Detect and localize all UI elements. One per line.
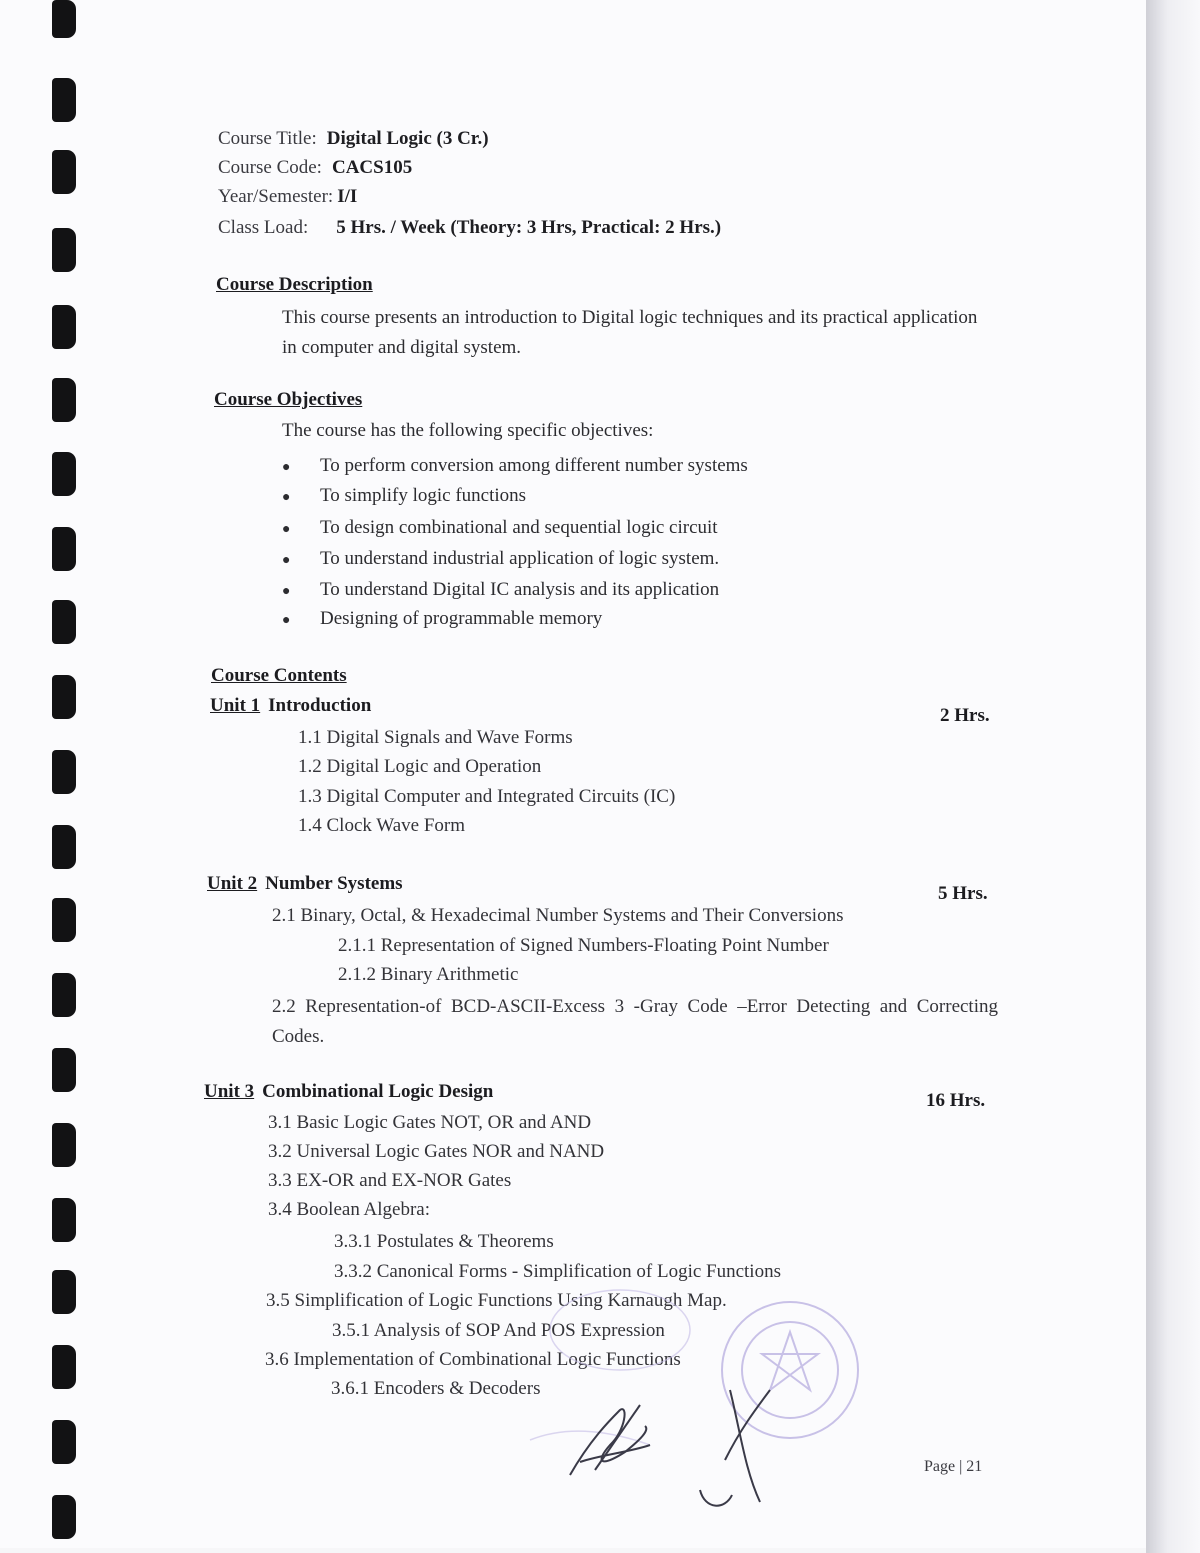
unit3-subtopic: 3.3.2 Canonical Forms - Simplification of Logic Functions — [334, 1261, 781, 1282]
objectives-intro: The course has the following specific objectives: — [282, 420, 654, 441]
objective-item — [282, 485, 526, 507]
unit2-heading — [207, 873, 403, 895]
unit1-hours: 2 Hrs. — [940, 705, 990, 726]
year-semester-value: I/I — [337, 186, 358, 207]
unit3-topic: 3.3 EX-OR and EX-NOR Gates — [268, 1170, 512, 1191]
unit2-title: Number Systems — [265, 873, 403, 894]
stamp-seal — [722, 1302, 858, 1438]
unit1-topic: 1.2 Digital Logic and Operation — [298, 756, 542, 777]
class-load-value: 5 Hrs. / Week (Theory: 3 Hrs, Practical: 2 Hrs.) — [336, 217, 722, 238]
course-title-label: Course Title: — [218, 128, 317, 149]
unit3-topic: 3.4 Boolean Algebra: — [268, 1199, 430, 1220]
unit2-subtopic: 2.1.2 Binary Arithmetic — [338, 964, 519, 985]
unit1-title: Introduction — [268, 695, 372, 716]
course-objectives-heading: Course Objectives — [214, 389, 363, 410]
unit3-hours: 16 Hrs. — [926, 1090, 986, 1111]
bullet-icon: ● — [282, 553, 291, 568]
objective-item — [282, 579, 719, 601]
unit1-topic: 1.3 Digital Computer and Integrated Circuits (IC) — [298, 786, 676, 807]
course-description-text: This course presents an introduction to Digital logic techniques and its practical application in computer and digital system. — [282, 307, 978, 358]
unit2-subtopic: 2.1.1 Representation of Signed Numbers-Floating Point Number — [338, 935, 829, 956]
objective-text: To simplify logic functions — [320, 485, 527, 506]
unit1-topic: 1.4 Clock Wave Form — [298, 815, 465, 836]
objective-text: Designing of programmable memory — [320, 608, 603, 629]
unit1-heading — [210, 695, 371, 717]
objective-item — [282, 455, 748, 477]
signature-left — [570, 1405, 650, 1475]
unit3-heading — [204, 1081, 493, 1103]
unit3-title: Combinational Logic Design — [262, 1081, 494, 1102]
page-edge-shadow — [1146, 0, 1200, 1553]
course-title-line — [218, 128, 489, 150]
unit3-subtopic: 3.3.1 Postulates & Theorems — [334, 1231, 554, 1252]
objective-item — [282, 548, 719, 570]
bullet-icon: ● — [282, 490, 291, 505]
unit2-topic-text: 2.2 Representation-of BCD-ASCII-Excess 3 -Gray Code –Error Detecting and Correcting Codes. — [272, 996, 998, 1047]
objective-text: To design combinational and sequential logic circuit — [320, 517, 718, 538]
unit3-label: Unit 3 — [204, 1081, 255, 1102]
course-code-line — [218, 157, 412, 179]
year-semester-label: Year/Semester: — [218, 186, 334, 207]
approval-stamp-and-signatures — [500, 1240, 880, 1520]
unit1-topic: 1.1 Digital Signals and Wave Forms — [298, 727, 573, 748]
unit3-topic: 3.5 Simplification of Logic Functions Using Karnaugh Map. — [266, 1290, 727, 1311]
unit2-topic: 2.1 Binary, Octal, & Hexadecimal Number Systems and Their Conversions — [272, 905, 844, 926]
objective-text: To perform conversion among different number systems — [320, 455, 748, 476]
course-code-label: Course Code: — [218, 157, 322, 178]
unit3-topic: 3.6 Implementation of Combinational Logic Functions — [265, 1349, 681, 1370]
page-number: Page | 21 — [924, 1458, 983, 1475]
objective-text: To understand Digital IC analysis and its application — [320, 579, 720, 600]
objective-text: To understand industrial application of logic system. — [320, 548, 720, 569]
unit1-label: Unit 1 — [210, 695, 261, 716]
course-description-heading: Course Description — [216, 274, 373, 295]
course-code-value: CACS105 — [331, 157, 413, 178]
unit2-hours: 5 Hrs. — [938, 883, 988, 904]
unit2-topic — [272, 992, 998, 1052]
course-title-value: Digital Logic (3 Cr.) — [326, 128, 489, 149]
class-load-line — [218, 217, 721, 239]
bullet-icon: ● — [282, 460, 291, 475]
objective-item — [282, 608, 602, 630]
unit2-label: Unit 2 — [207, 873, 258, 894]
unit3-topic: 3.1 Basic Logic Gates NOT, OR and AND — [268, 1112, 592, 1133]
unit3-subtopic: 3.6.1 Encoders & Decoders — [331, 1378, 541, 1399]
unit3-subtopic: 3.5.1 Analysis of SOP And POS Expression — [332, 1320, 665, 1341]
course-contents-heading: Course Contents — [211, 665, 347, 686]
objective-item — [282, 517, 718, 539]
unit3-topic: 3.2 Universal Logic Gates NOR and NAND — [268, 1141, 605, 1162]
bullet-icon: ● — [282, 522, 291, 537]
year-semester-line — [218, 186, 357, 208]
bullet-icon: ● — [282, 584, 291, 599]
class-load-label: Class Load: — [218, 217, 309, 238]
bullet-icon: ● — [282, 613, 291, 628]
